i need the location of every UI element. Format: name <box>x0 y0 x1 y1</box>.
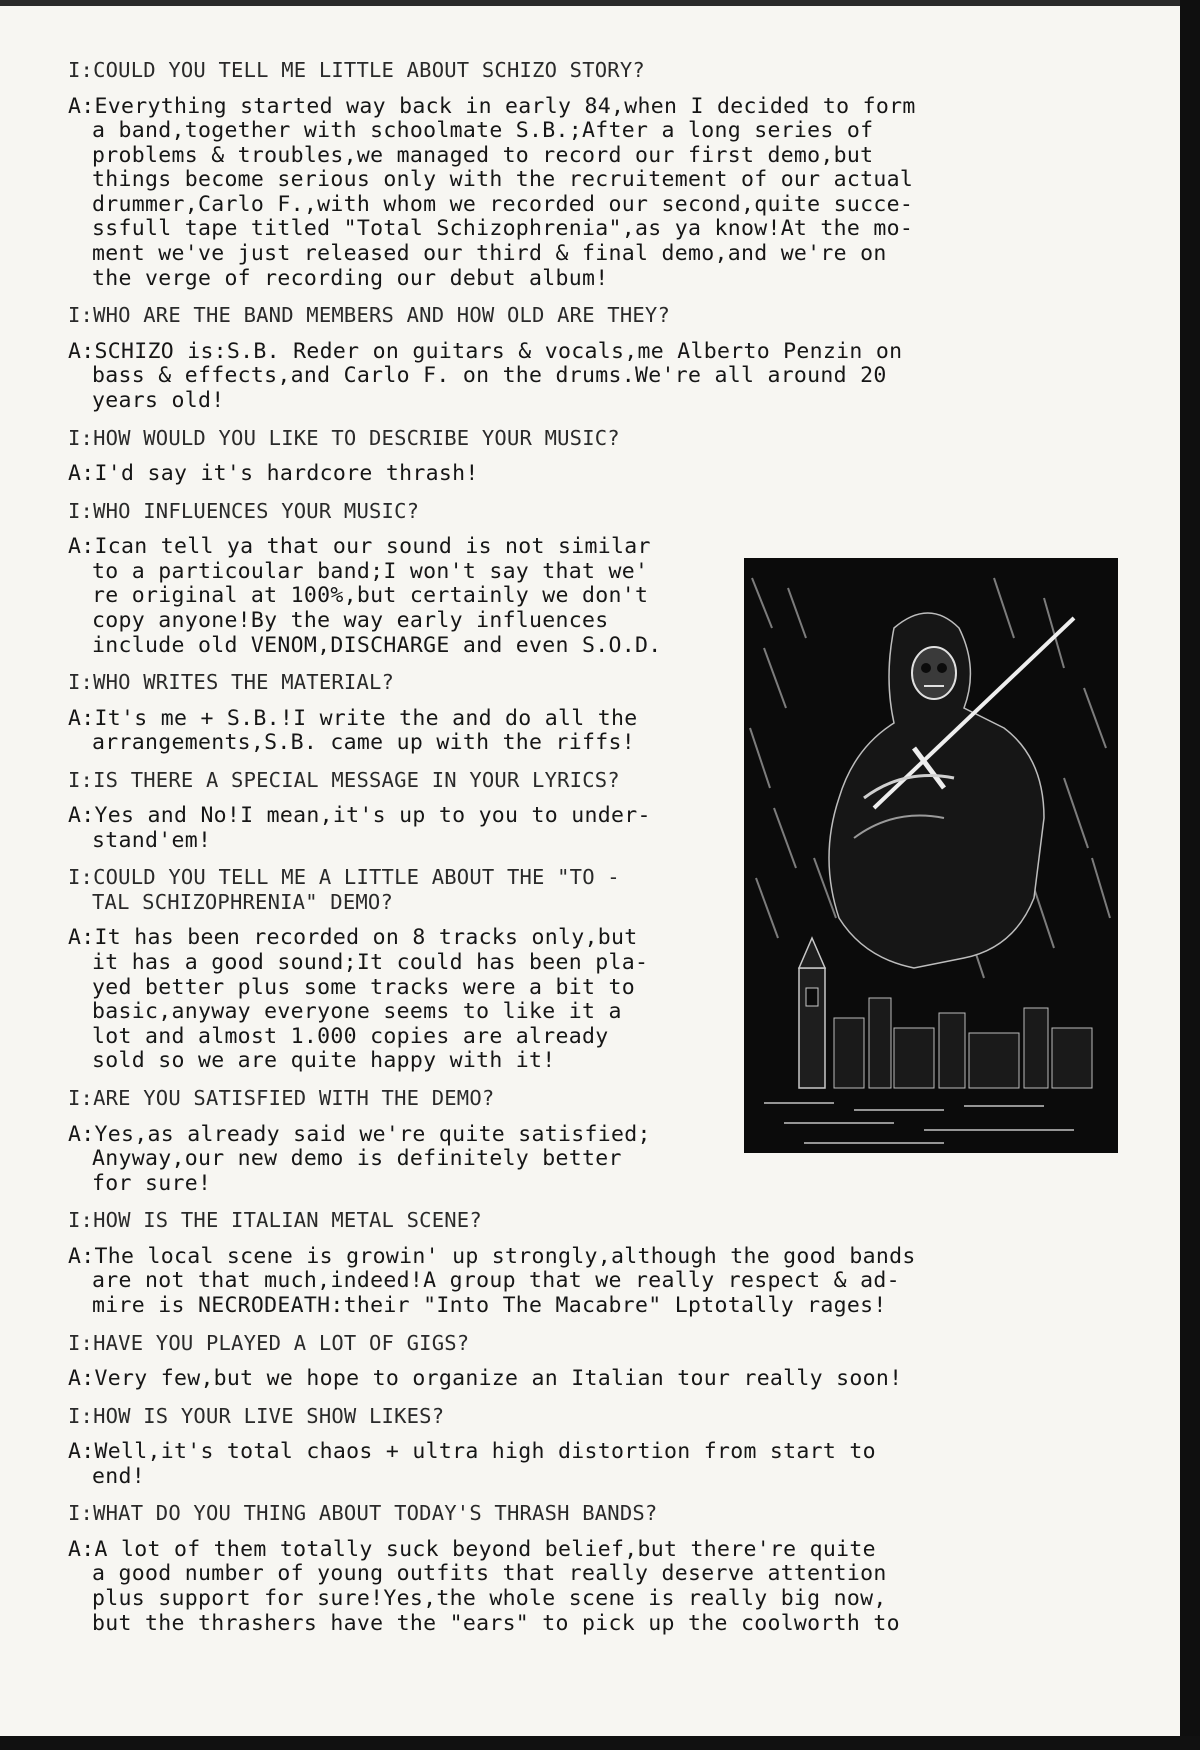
answer-line: but the thrashers have the "ears" to pick up the coolworth to <box>92 1610 900 1636</box>
answer-line: for sure! <box>92 1170 212 1196</box>
qa-block <box>68 1404 1043 1490</box>
answer-line: A:It has been recorded on 8 tracks only,but <box>68 925 638 951</box>
qa-block <box>68 1331 1043 1392</box>
answer-line: A:Yes and No!I mean,it's up to you to under- <box>68 803 651 829</box>
interview-question <box>68 426 1043 451</box>
answer-line: A:Very few,but we hope to organize an Italian tour really soon! <box>68 1366 903 1392</box>
interview-answer <box>68 1367 1043 1392</box>
answer-line: ment we've just released our third & final demo,and we're on <box>92 241 887 267</box>
interview-question <box>68 1501 1043 1526</box>
answer-line: bass & effects,and Carlo F. on the drums.We're all around 20 <box>92 363 887 389</box>
interview-question <box>68 1208 1043 1233</box>
interview-answer <box>68 462 1043 487</box>
answer-line: arrangements,S.B. came up with the riffs! <box>92 730 636 756</box>
interview-answer <box>68 95 1043 292</box>
question-line: I:WHO ARE THE BAND MEMBERS AND HOW OLD ARE THEY? <box>68 303 671 328</box>
question-line: I:HAVE YOU PLAYED A LOT OF GIGS? <box>68 1330 470 1355</box>
answer-line: plus support for sure!Yes,the whole scene is really big now, <box>92 1586 887 1612</box>
answer-line: a band,together with schoolmate S.B.;After a long series of <box>92 118 874 144</box>
question-line: I:IS THERE A SPECIAL MESSAGE IN YOUR LYRICS? <box>68 767 620 792</box>
answer-line: the verge of recording our debut album! <box>92 265 609 291</box>
answer-line: copy anyone!By the way early influences <box>92 607 609 633</box>
question-line: I:HOW IS YOUR LIVE SHOW LIKES? <box>68 1403 445 1428</box>
answer-line: Anyway,our new demo is definitely better <box>92 1146 622 1172</box>
qa-block <box>68 303 1043 413</box>
interview-answer <box>68 1440 1043 1489</box>
question-line: I:WHAT DO YOU THING ABOUT TODAY'S THRASH BANDS? <box>68 1501 658 1526</box>
page-top-edge <box>0 0 1200 6</box>
qa-block <box>68 1208 1043 1318</box>
answer-line: a good number of young outfits that really deserve attention <box>92 1561 887 1587</box>
answer-line: drummer,Carlo F.,with whom we recorded our second,quite succe- <box>92 191 914 217</box>
question-line: I:WHO WRITES THE MATERIAL? <box>68 670 395 695</box>
interview-question <box>68 1404 1043 1429</box>
answer-line: things become serious only with the recruitement of our actual <box>92 167 914 193</box>
answer-line: A:Yes,as already said we're quite satisfied; <box>68 1121 651 1147</box>
answer-line: yed better plus some tracks were a bit to <box>92 974 636 1000</box>
interview-question <box>68 499 1043 524</box>
answer-line: basic,anyway everyone seems to like it a <box>92 999 622 1025</box>
answer-line: to a particoular band;I won't say that we' <box>92 558 649 584</box>
answer-line: A:Ican tell ya that our sound is not similar <box>68 534 651 560</box>
question-line: I:COULD YOU TELL ME LITTLE ABOUT SCHIZO STORY? <box>68 58 645 82</box>
interview-answer <box>68 340 1043 414</box>
answer-line: problems & troubles,we managed to record our first demo,but <box>92 142 874 168</box>
page-right-edge <box>1180 0 1200 1750</box>
page-bottom-edge <box>0 1736 1200 1750</box>
question-line: I:WHO INFLUENCES YOUR MUSIC? <box>68 498 420 523</box>
answer-line: A:The local scene is growin' up strongly,although the good bands <box>68 1243 916 1269</box>
answer-line: years old! <box>92 387 225 413</box>
question-line: I:COULD YOU TELL ME A LITTLE ABOUT THE "TO - <box>68 865 620 890</box>
qa-block <box>68 58 1043 291</box>
answer-line: re original at 100%,but certainly we don't <box>92 583 649 609</box>
answer-line: lot and almost 1.000 copies are already <box>92 1023 609 1049</box>
interview-question <box>68 1331 1043 1356</box>
answer-line: it has a good sound;It could has been pla- <box>92 950 649 976</box>
answer-line: end! <box>92 1463 145 1489</box>
answer-line: ssfull tape titled "Total Schizophrenia",as ya know!At the mo- <box>92 216 914 242</box>
interview-answer <box>68 1538 1043 1636</box>
answer-line: A:SCHIZO is:S.B. Reder on guitars & vocals,me Alberto Penzin on <box>68 338 903 364</box>
answer-line: mire is NECRODEATH:their "Into The Macabre" Lptotally rages! <box>92 1293 887 1318</box>
skeleton-warrior-illustration <box>744 558 1118 1153</box>
interview-question <box>68 303 1043 328</box>
answer-line: A:Everything started way back in early 84,when I decided to form <box>68 93 916 119</box>
interview-answer <box>68 1245 1043 1319</box>
qa-block <box>68 1501 1043 1636</box>
question-line: I:HOW IS THE ITALIAN METAL SCENE? <box>68 1208 482 1233</box>
interview-question <box>68 58 1043 83</box>
answer-line: A:Well,it's total chaos + ultra high distortion from start to <box>68 1439 876 1465</box>
answer-line: A:It's me + S.B.!I write the and do all the <box>68 705 638 731</box>
answer-line: sold so we are quite happy with it! <box>92 1048 556 1074</box>
question-line: I:HOW WOULD YOU LIKE TO DESCRIBE YOUR MUSIC? <box>68 425 620 450</box>
question-line: I:ARE YOU SATISFIED WITH THE DEMO? <box>68 1086 495 1111</box>
answer-line: A:I'd say it's hardcore thrash! <box>68 461 479 487</box>
answer-line: are not that much,indeed!A group that we really respect & ad- <box>92 1268 900 1294</box>
qa-block <box>68 426 1043 487</box>
question-line: TAL SCHIZOPHRENIA" DEMO? <box>92 889 394 914</box>
answer-line: A:A lot of them totally suck beyond belief,but there're quite <box>68 1536 876 1562</box>
answer-line: include old VENOM,DISCHARGE and even S.O.D. <box>92 632 662 658</box>
answer-line: stand'em! <box>92 827 212 853</box>
